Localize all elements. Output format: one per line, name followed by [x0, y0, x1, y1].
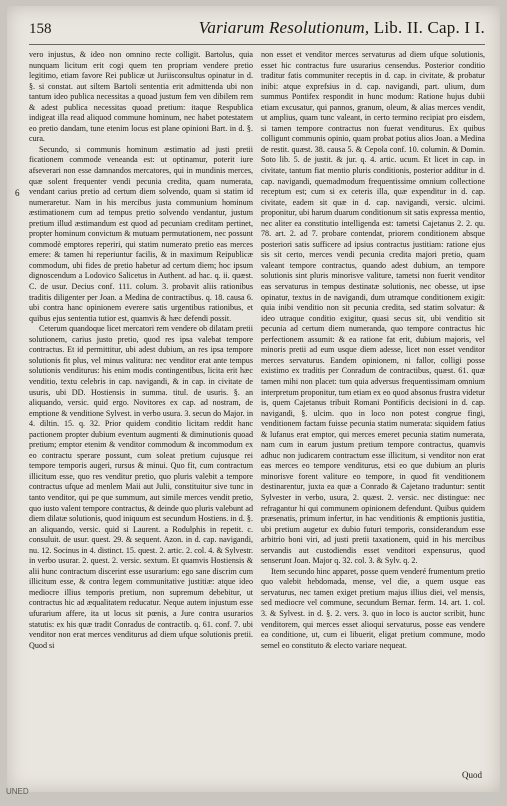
- catchword: Quod: [462, 770, 482, 780]
- paragraph: Ceterum quandoque licet mercatori rem vendere ob dilatam pretii solutionem, carius justo pretio, quod res ipsa valebat tempore contractus. Et id permittitur, ubi adest dubium, an res ipsa tempore solutionis fit plus, vel minus valitura: nec venditor erat ante tempus solutionis venditurus: his enim modis contingentibus, licita erit hæc venditio, textu celebris in cap. navigandi, & in cap. in civitate de usuris, ubi DD. Hostiensis in summa. titul. de usuris. §. an aliquando, versic. quid ergo. Novitores ex cap. ad nostram, de emptione & venditione Sylvest. in verbo usura. 3. secun do Major. in 4. diltin. 15. q. 32. Prior quidem conditio licitam reddit hanc pactionem propter dubium eventum augmenti & diminutionis quoad pretium; emptor etenim & venditor commodum & incommodum ex eo contractu sperare possunt, cum soleat pretium cujusque rei tempore temporis augeri, rursus & minui. Quo fit, cum contractum illicitum esse, quo res venditur pretio, quo pluris valebit a tempore contractus ufque ad menlem Maii aut Julii, constituitur sive tunc in tanto venditor, qui pe que summum, aut simile merces vendit pretio, quo iusto valent tempore contractus, & deinde quo pluris valebunt ad diem dilatæ solutionis, quod iniquum est secundum Hostiens. in d. §. an aliquando, versic. quid si Laurent. a Rodulphis in repetit. c. consuluit. de usur. quest. 29. & sequent. Azon. in d. cap. navigandi, nu. 12. Socinus in 4. distinct. 15. quest. 2. artic. 2. col. 4. & Sylvestr. in verbo usurar. 2. quest. 2. versic. sextum. Et quamvis Hostiensis & alii hunc contractum discerint esse usurarium: ego sane discrim cum illicitum esse, & contra legem communitative justitiæ: atque ideo mediocre illius temporis pretium, non supremum debebitur, ut contractus hic ad æqualitatem reducatur. Neque autem injustum esse ufurarium affere, ita ut locus sit pœnis, a Jure contra usurarios statutis: ex his quæ tradit Conradus de contractib. q. 61. conf. 7. ubi venditor non erat merces venditurus ad diem ufque solutionis pretii. Quod si: [29, 324, 253, 651]
- paragraph: vero injustus, & ideo non omnino recte colligit. Bartolus, quia nunquam licitum erit cogi quem ten propriam vendere pretio legitimo, etiam favore Rei publicæ ut Juriisconsultus opinatur in d. §. si constat. aut siltem Bartoli sententia erit admittenda ubi non tantum ideo publica necessitas a quoad justum fem ven dibilem rem & adest publica necessitas quoad pretium: itaque Respublica indigeat illa read aliquod commune hominum, nec habet potestatem eo pretio dandam, tune etenim locus est plane opinioni Bart. in d. §. cura.: [29, 50, 253, 145]
- left-column: [29, 50, 253, 770]
- paragraph: Item secundo hinc apparet, posse quem venderé frumentum pretio quo valebit hebdomada, mense, vel die, a quem usque eas servaturus, nec tamen exiget pretium majus illius diei, vel mensis, sed mediocre vel commune, secundum Bernar. ferm. 14. art. 1. col. 3. & Sylvest. in d. §. 2. vers. 3. quo in loco is auctor scribit, hunc venditorem, qui merces esset alioqui servaturus, posse eas vendere ea conditione, ut, cum ei libuerit, eligat pretium commune, modo semel eo constituto & electo variare nequeat.: [261, 567, 485, 651]
- watermark: UNED: [6, 787, 29, 796]
- page-number: 158: [29, 21, 52, 38]
- running-title-book: Lib. II. Cap. I I.: [374, 18, 485, 37]
- book-page: [7, 6, 500, 792]
- margin-note: 6: [15, 188, 20, 198]
- page-header: [29, 18, 485, 45]
- paragraph: Secundo, si communis hominum æstimatio ad justi pretii ficationem commode veneanda est: ut optinamur, poterit iure afseverari non esse damnandos mercatores, qui in mundinis merces, quæ solent frequenter vendi pecunia credita, quam numerata, vendant carius pretio ad certum diem solvendo, quam si statim id numeraretur. Nam in his mercibus justa communium hominum æstimationem cum ad tempus pretio solvendo vendantur, justum pretium illud æstimandum est quod ad pecuniam creditam pertinet, propter hominum convictum & mutuam permutationem, nec possunt commodè emptores reperiri, qui statim numerato pretio eas merces emere: & tamen hi reperiuntur facilis, & in maximum Reipublicæ commodum, ubi fides de pretio habetur ad certum diem; hoc ipsum dignoscendum a Lodovico Salicetus in Authent. ad hac. q. ii. quæst. C. de usur. Decius conf. 111. colum. 3. probavit aliis rationibus traditis diligenter per Joan. a Medina de contractibus. q. 18. causa 6. ubi contra hanc opinionem everere satis urgentibus rationibus, et quibus ejus sententia tutior est, quamvis & hæc defendi possit.: [29, 145, 253, 324]
- running-title-text: Variarum Resolutionum,: [199, 18, 370, 37]
- right-column: [261, 50, 485, 770]
- paragraph: non esset et venditor merces servaturus ad diem ufque solutionis, esset hic contractus fure usurarius censendus. Posterior conditio traditur fatis communiter receptis in d. cap. in civitate, & probatur inibi: atque exprefsius in d. cap. navigandi, part. ulium, dum summus Pontifex respondit in hunc modum: Ratione hujus dubii etiam excusatur, qui pannos, granum, oleum, & alias merces vendit, ut amplius, quam tunc valeant, in certo termino recipiat pro eisdem, si tamen tempore contractus non fuerat venditurus. Ex quibus colligunt communis opinio, quam probat potius alios Joan. a Medina de restit. quæst. 38. causa 5. & Cepola conf. 10. columin. & Domin. Soto lib. 5. de justit. & jur. q. 4. artic. ucum. Et licet in cap. in civitate, tantum fiat mentio pluris conditionis, posterior additur in d. cap. navigandi, quemadmodum frequentissime omnium collectione receptum est; cum si ex ceteris illa, quæ expenditur in d. cap. civitate, eadem sit quæ in d. cap. navigandi, versic. ulcimi. proponitur, ubi harum duarum conditionum sit satis expressa mentio, nec aliter ea constitutio intelligenda est: tametsi Cajetanus 2. 2. qu. 78. art. 2. ad 7. probare contendat, priorem conditionem absque posteriori satis sufficere ad ipsius contractus justitiam: ratione ejus sis sit certo, merces vendi pecunia credita majori pretio, quam valeant tempore contractus, quando adest dubium, an tempore solutionis sint pluris minorisve valiture, tametsi non fuerit venditor eas servaturus in tempus destinatæ solutionis, nec obesse, ut ipse opinatur, textus in de navigandi, dum utramque conditionem exigit: quia inibi venditio non sit pecunia credita, sed statim solvatur: & ideo utraque conditio exigitur, quasi secus sit, ubi venditio sit pecunia ad certum diem numeranda, quo tempore contractus hic perfectionem assumit: & ea ratione fat erit, dubium majoris, vel minoris pretii ad eum usque diem adesse, licet non esset venditor merces servaturus. Eandem opinionem, ni fallor, colligi posse existimo ex traditis per Conradum de contractibus, quæst. 61. quæ tamen mihi non placet: tum quia adversus frequentissimam omnium interpretum proponitur, tum etiam ex eo quod absonus frustra videtur is, quem Cajetanus tribuit Romani Pontificis decisioni in d. cap. navigandi, §. ulcim. quo in loco non potest congrue fingi, venditionem factam fuisse pecunia statim numerata: siquidem fatius & lufanus erat emptor, qui merces emeret pecunia statim numerata, nam cum in earum justum pretium tempore contractus, quamvis adhuc non judicarem contractum esse illicitum, si venditor non erat eas merces eo tempore venditurus, etsi eo que dubium an pluris minorisve forent valiture eo tempore, in quod fit venditionem destinarentur, juxta ea quæ a Conrado & Cajetano traduntur: sentit Sylvester in verbo, usura, 2. quæst. 2. versic. nec distingue: nec refragantur hi qui communem opinionem defendunt. Quibus quidem præsenatis, primum infertur, in hac venditionis & emptionis justitia, ubi pretium augetur ex dubio futuri temporis, considerandum esse arbitrio boni viri, ad justi pretii taxationem, quid in his mercibus servandis aut custodiendis esset venditori expensurus, quod senserunt Joan. Major q. 32. col. 3. & Sylv. q. 2.: [261, 50, 485, 567]
- text-columns: [29, 50, 485, 770]
- running-title: [199, 18, 485, 38]
